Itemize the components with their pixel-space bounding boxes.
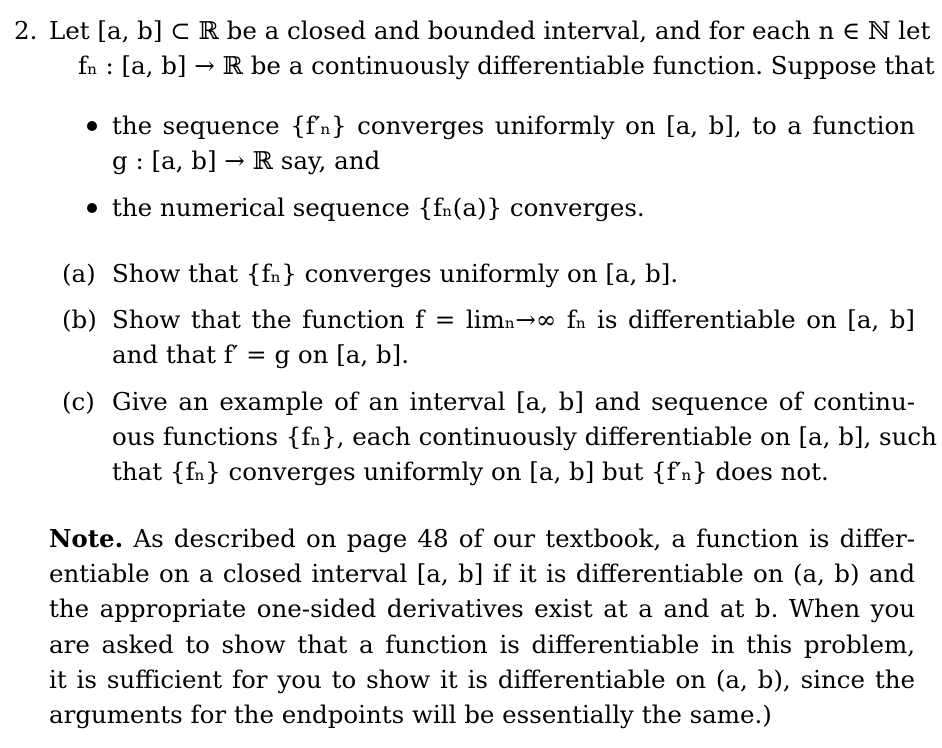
part-b-line-1: Show that the function f = limₙ→∞ fₙ is differentiable on [a, b] [112,305,915,334]
note-line-1 [49,521,915,556]
part-b-line-2: and that f′ = g on [a, b]. [112,340,410,369]
bullet-dot-2 [87,203,97,213]
note-first-line: As described on page 48 of our textbook, a function is differ- [133,524,915,553]
note-heading: Note. [49,524,124,553]
part-b-label: (b) [62,305,97,334]
bullet-dot-1 [87,121,97,131]
part-a-line-1: Show that {fₙ} converges uniformly on [a, b]. [112,259,679,288]
part-c-line-2: ous functions {fₙ}, each continuously differentiable on [a, b], such [112,422,937,451]
problem-number: 2. [14,16,38,45]
part-c-line-1: Give an example of an interval [a, b] and sequence of continu- [112,387,915,416]
intro-line-2: fₙ : [a, b] → ℝ be a continuously differentiable function. Suppose that [78,51,935,80]
part-c-line-3: that {fₙ} converges uniformly on [a, b] but {f′ₙ} does not. [112,457,829,486]
bullet-1-line-2: g : [a, b] → ℝ say, and [112,146,381,175]
note-line-5: it is sufficient for you to show it is differentiable on (a, b), since the [49,665,915,694]
note-line-6: arguments for the endpoints will be essentially the same.) [49,700,772,729]
part-c-label: (c) [62,387,95,416]
bullet-1-line-1: the sequence {f′ₙ} converges uniformly on [a, b], to a function [112,111,915,140]
note-line-2: entiable on a closed interval [a, b] if it is differentiable on (a, b) and [49,559,915,588]
bullet-2-line-1: the numerical sequence {fₙ(a)} converges. [112,193,645,222]
note-line-4: are asked to show that a function is differentiable in this problem, [49,630,915,659]
intro-line-1: Let [a, b] ⊂ ℝ be a closed and bounded interval, and for each n ∈ ℕ let [49,16,931,45]
note-line-3: the appropriate one-sided derivatives exist at a and at b. When you [49,594,915,623]
part-a-label: (a) [62,259,96,288]
